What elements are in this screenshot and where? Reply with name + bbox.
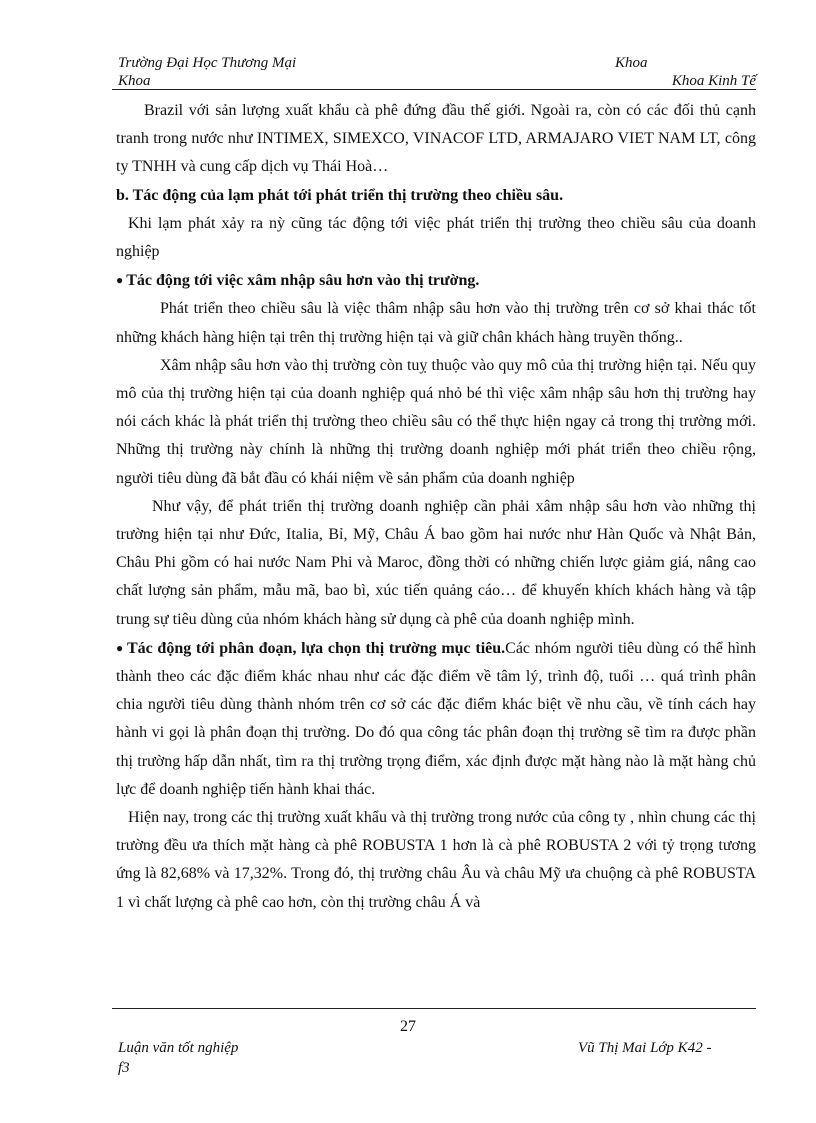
- paragraph-strategy: Như vậy, để phát triển thị trường doanh nghiệp cần phải xâm nhập sâu hơn vào những thị trường hiện tại như Đức, Italia, Bỉ, Mỹ, Châu Á bao gồm hai nước như Hàn Quốc và Nhật Bản, Châu Phi gồm có hai nước Nam Phi và Maroc, đồng thời có những chiến lược giảm giá, nâng cao chất lượng sản phẩm, mẫu mã, bao bì, xúc tiến quảng cáo… để khuyến khích khách hàng và tập trung sự tiêu dùng của nhóm khách hàng sử dụng cà phê của doanh nghiệp mình.: [116, 497, 756, 628]
- header-faculty-label-2: Khoa: [118, 73, 151, 89]
- page-number: 27: [400, 1018, 416, 1035]
- footer-author: Vũ Thị Mai Lớp K42 -: [578, 1040, 712, 1056]
- bullet-heading-text: Tác động tới phân đoạn, lựa chọn thị trường mục tiêu.: [126, 639, 506, 657]
- bullet-paragraph-segmentation: [116, 634, 756, 804]
- header-school-name: Trường Đại Học Thương Mại: [118, 55, 297, 71]
- bullet-heading-penetration: [116, 266, 756, 295]
- header-faculty-name: Khoa Kinh Tế: [671, 73, 756, 89]
- paragraph-competitors: Brazil với sản lượng xuất khẩu cà phê đứng đầu thế giới. Ngoài ra, còn có các đối thủ cạnh tranh trong nước như INTIMEX, SIMEXCO, VINACOF LTD, ARMAJARO VIET NAM LT, công ty TNHH và cung cấp dịch vụ Thái Hoà…: [116, 102, 756, 176]
- footer-thesis-label: Luận văn tốt nghiệp: [118, 1040, 239, 1056]
- header-faculty-label: Khoa: [615, 55, 648, 71]
- page-body: [116, 97, 756, 917]
- bullet-heading-text: Tác động tới việc xâm nhập sâu hơn vào thị trường.: [126, 272, 480, 290]
- bullet-icon: ●: [116, 273, 124, 288]
- footer-rule: [112, 1008, 756, 1009]
- footer-code: f3: [118, 1060, 130, 1076]
- bullet-body-text: Các nhóm người tiêu dùng có thể hình thành theo các đặc điểm khác nhau như các đặc điểm về tâm lý, trình độ, tuổi … quá trình phân chia người tiêu dùng thành nhóm trên cơ sở các đặc điểm khác biệt về nhu cầu, về tính cách hay hành vi gọi là phân đoạn thị trường. Do đó qua công tác phân đoạn thị trường sẽ tìm ra được phần thị trường hấp dẫn nhất, tìm ra thị trường trọng điểm, xác định được mặt hàng nào là mặt hàng chủ lực để doanh nghiệp tiến hành khai thác.: [116, 639, 757, 798]
- bullet-icon: ●: [116, 640, 124, 655]
- paragraph-depth-development: Phát triển theo chiều sâu là việc thâm nhập sâu hơn vào thị trường trên cơ sở khai thác tốt những khách hàng hiện tại trên thị trường hiện tại và giữ chân khách hàng truyền thống..: [116, 300, 756, 346]
- paragraph-robusta: Hiện nay, trong các thị trường xuất khẩu và thị trường trong nước của công ty , nhìn chung các thị trường đều ưa thích mặt hàng cà phê ROBUSTA 1 hơn là cà phê ROBUSTA 2 với tỷ trọng tương ứng là 82,68% và 17,32%. Trong đó, thị trường châu Âu và châu Mỹ ưa chuộng cà phê ROBUSTA 1 vì chất lượng cà phê cao hơn, còn thị trường châu Á và: [116, 809, 756, 911]
- paragraph-market-scale: Xâm nhập sâu hơn vào thị trường còn tuỵ thuộc vào quy mô của thị trường hiện tại. Nếu quy mô của thị trường hiện tại của doanh nghiệp quá nhỏ bé thì việc xâm nhập sâu hơn thị trường hay nói cách khác là phát triển thị trường theo chiều sâu có thể thực hiện ngay cả trong thị trường mới. Những thị trường này chính là những thị trường doanh nghiệp mới phát triển theo chiều rộng, người tiêu dùng đã bắt đầu có khái niệm về sản phẩm của doanh nghiệp: [116, 356, 756, 487]
- paragraph-intro: Khi lạm phát xảy ra nỳ cũng tác động tới việc phát triển thị trường theo chiều sâu của doanh nghiệp: [116, 214, 756, 261]
- header-rule: [112, 89, 756, 90]
- section-heading-b: b. Tác động của lạm phát tới phát triển thị trường theo chiều sâu.: [116, 186, 564, 204]
